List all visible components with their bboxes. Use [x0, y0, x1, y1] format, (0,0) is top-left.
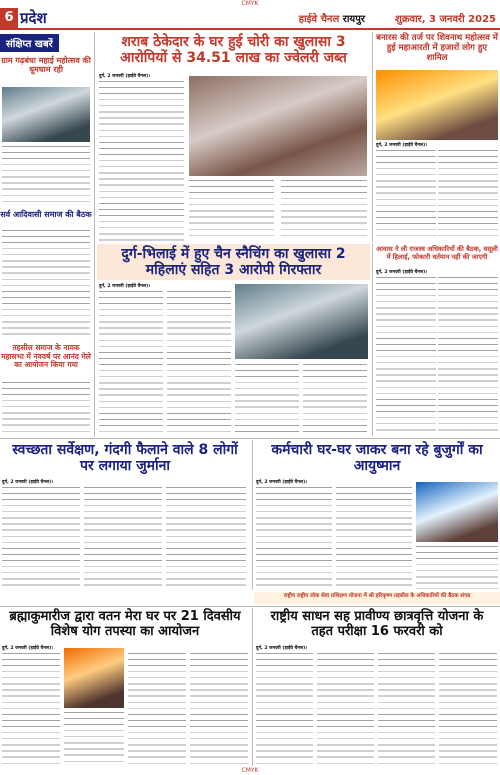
brief-item2-title: सर्व आदिवासी समाज की बैठक: [0, 210, 92, 219]
brahma-body-col2: [64, 712, 124, 765]
swachh-body-col1: [2, 487, 80, 589]
column-divider: [372, 32, 373, 242]
column-divider: [252, 608, 253, 766]
brahma-body-col1: [2, 653, 60, 765]
officers-headline: आवास ने ली राजस्व अधिकारियों की बैठक, वसूली में हिलाई, फोकारी वर्तमान नहीं की जाएगी: [376, 245, 498, 261]
brief-column: [0, 32, 92, 437]
lead-body-col3: [281, 180, 367, 240]
city-label: रायपुर: [342, 14, 365, 25]
satta-body-col1: [99, 291, 163, 435]
brahma-body-col4: [190, 653, 248, 765]
swachh-body-col3: [166, 487, 246, 589]
brahma-photo: [64, 648, 124, 708]
satta-body-col2: [167, 291, 231, 435]
brief-item1-body: [2, 146, 90, 206]
lead-body-col1: [99, 81, 184, 241]
scholarship-body-col1: [256, 653, 313, 765]
lead-headline: शराब ठेकेदार के घर हुई चोरी का खुलासा 3 आरोपियों से 34.51 लाख का ज्वेलरी जब्त: [120, 34, 347, 67]
brand-label: हाईवे चैनल: [298, 14, 340, 25]
brahma-body-col3: [128, 653, 186, 765]
officers-story: [374, 244, 500, 436]
karmachari-body-col1: [256, 487, 332, 589]
karmachari-story: [254, 440, 500, 590]
swachh-headline: स्वच्छता सर्वेक्षण, गंदगी फैलाने वाले 8 लोगों पर लगाया जुर्माना: [12, 442, 238, 475]
lead-story: [97, 32, 370, 242]
brief-item1-title: ग्राम गढ़बंधा महाई महोत्सव की धूमधाम रही: [1, 56, 91, 75]
cmyk-mark-bottom: CMYK: [241, 767, 259, 774]
column-divider: [372, 244, 373, 436]
swachh-body-col2: [84, 487, 162, 589]
brahma-dateline: दुर्ग, 2 जनवरी (हाईवे चैनल)।: [2, 646, 53, 651]
lead-body-col2: [189, 180, 274, 240]
issue-date: शुक्रवार, 3 जनवरी 2025: [395, 14, 496, 25]
page-header: [0, 8, 500, 30]
right-body-col1: [376, 150, 436, 240]
brand-name: [299, 11, 365, 25]
satta-story: [97, 244, 370, 436]
satta-headline: दुर्ग-भिलाई में हुए चैन स्नैचिंग का खुलासा 2 महिलाएं सहित 3 आरोपी गिरफ्तार: [121, 246, 346, 279]
column-divider: [94, 32, 95, 437]
karmachari-body-col3: [416, 546, 498, 589]
swachh-dateline: दुर्ग, 2 जनवरी (हाईवे चैनल)।: [2, 480, 53, 485]
section-title: प्रदेश: [20, 9, 47, 27]
brahma-headline: ब्रह्माकुमारीज द्वारा वतन मेरा घर पर 21 दिवसीय विशेष योग तपस्या का आयोजन: [9, 609, 241, 639]
brief-photo: [2, 87, 90, 142]
scholarship-body-col3: [378, 653, 435, 765]
row-divider: [0, 438, 500, 439]
column-divider: [252, 440, 253, 590]
scholarship-headline: राष्ट्रीय साधन सह प्रावीण्य छात्रवृत्ति योजना के तहत परीक्षा 16 फरवरी को: [270, 609, 484, 639]
brief-label: संक्षिप्त खबरें: [0, 34, 59, 52]
karmachari-headline: कर्मचारी घर-घर जाकर बना रहे बुजुर्गों का आयुष्मान: [271, 442, 483, 475]
karmachari-body-col2: [336, 487, 412, 589]
satta-photo: [235, 284, 368, 359]
officers-body-col2: [438, 277, 498, 434]
brief-item3-title: तहसील समाज के नायक महासभा में नववर्ष पर आनंद मेले का आयोजन किया गया: [1, 343, 91, 370]
satta-body-col4: [303, 364, 367, 434]
scholarship-story: [254, 608, 500, 766]
page-number: 6: [0, 8, 18, 28]
brahma-story: [0, 608, 250, 766]
karmachari-photo: [416, 482, 498, 542]
scholarship-body-col2: [317, 653, 374, 765]
officers-body-col1: [376, 277, 436, 434]
strip-text: राष्ट्रीय राष्ट्रीय लोक सेवा प्रशिक्षण योजना में श्री हरिकृष्ण तहसील के अधिकारियों की बैठक संपन्न: [283, 593, 471, 599]
karmachari-dateline: दुर्ग, 2 जनवरी (हाईवे चैनल)।: [256, 480, 307, 485]
right-body-col2: [438, 150, 498, 240]
satta-body-col3: [235, 364, 299, 434]
satta-dateline: दुर्ग, 2 जनवरी (हाईवे चैनल)।: [99, 284, 150, 289]
right-story: [374, 32, 500, 242]
brief-item3-body: [2, 382, 90, 437]
officers-dateline: दुर्ग, 2 जनवरी (हाईवे चैनल)।: [376, 270, 427, 275]
lead-dateline: दुर्ग, 2 जनवरी (हाईवे चैनल)।: [99, 74, 150, 79]
swachh-story: [0, 440, 250, 590]
right-photo: [376, 70, 498, 140]
lead-photo: [189, 76, 367, 176]
right-dateline: दुर्ग, 2 जनवरी (हाईवे चैनल)।: [376, 143, 427, 148]
brief-item2-body: [2, 230, 90, 340]
row-divider: [0, 606, 500, 607]
scholarship-body-col4: [439, 653, 497, 765]
scholarship-dateline: दुर्ग, 2 जनवरी (हाईवे चैनल)।: [256, 646, 307, 651]
cmyk-mark: CMYK: [241, 0, 259, 7]
right-headline: बनारस की तर्ज पर शिवनाथ महोत्सव में हुई महाआरती में हजारों लोग हुए शामिल: [376, 33, 498, 63]
